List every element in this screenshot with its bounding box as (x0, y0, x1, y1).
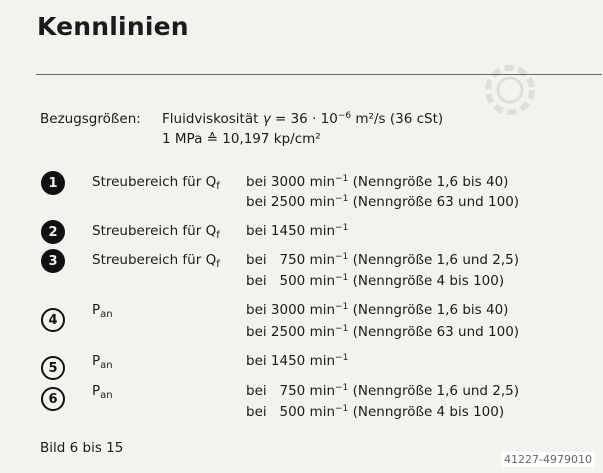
badge-5: 5 (41, 356, 65, 380)
gear-watermark-icon (475, 55, 545, 125)
item-2-label-sub: f (216, 230, 220, 241)
item-1-line-1-post: (Nenngröße 1,6 bis 40) (348, 174, 509, 190)
item-4-label-sub: an (100, 309, 113, 320)
badge-2: 2 (41, 220, 65, 244)
gamma-symbol: γ (262, 111, 271, 127)
item-5-line-1-pre: bei 1450 min (246, 353, 336, 369)
item-5-label (92, 353, 113, 369)
item-1-label-text: Streubereich für Q (92, 174, 217, 190)
image-reference-tag: 41227-4979010 (501, 452, 595, 467)
item-4-line-1 (246, 302, 508, 318)
item-2-line-1 (246, 223, 348, 239)
item-1-label (92, 174, 220, 190)
item-6-line-1-pre: bei 750 min (246, 383, 336, 399)
viscosity-text: Fluidviskosität (162, 111, 263, 127)
item-6-label-text: P (92, 383, 101, 399)
item-6-line-1-exp: −1 (335, 383, 349, 393)
item-3-line-2-post: (Nenngröße 4 bis 100) (348, 273, 505, 289)
badge-4: 4 (41, 308, 65, 332)
item-1-line-2 (246, 194, 519, 210)
item-3-line-1-exp: −1 (335, 252, 349, 262)
item-6-line-1-post: (Nenngröße 1,6 und 2,5) (348, 383, 520, 399)
item-5-label-text: P (92, 353, 101, 369)
item-5-line-1 (246, 353, 348, 369)
item-4-line-1-exp: −1 (335, 302, 349, 312)
item-3-line-1-pre: bei 750 min (246, 252, 336, 268)
badge-1: 1 (41, 171, 65, 195)
badge-6: 6 (41, 387, 65, 411)
item-3-label (92, 252, 220, 268)
reference-pressure: 1 MPa ≙ 10,197 kp/cm² (162, 131, 321, 147)
item-3-label-text: Streubereich für Q (92, 252, 217, 268)
viscosity-value: = 36 · 10 (270, 111, 338, 127)
reference-viscosity (162, 111, 443, 127)
item-6-line-2-pre: bei 500 min (246, 404, 336, 420)
item-4-line-2-post: (Nenngröße 63 und 100) (348, 324, 520, 340)
item-4-line-1-pre: bei 3000 min (246, 302, 336, 318)
item-3-line-1 (246, 252, 519, 268)
item-2-label (92, 223, 220, 239)
item-1-line-1-exp: −1 (335, 174, 349, 184)
reference-label: Bezugsgrößen: (40, 111, 141, 127)
viscosity-unit: m²/s (36 cSt) (351, 111, 444, 127)
item-4-line-1-post: (Nenngröße 1,6 bis 40) (348, 302, 509, 318)
item-6-line-2-post: (Nenngröße 4 bis 100) (348, 404, 505, 420)
item-3-line-2-pre: bei 500 min (246, 273, 336, 289)
item-1-line-1 (246, 174, 508, 190)
item-3-line-2 (246, 273, 504, 289)
item-3-line-2-exp: −1 (335, 273, 349, 283)
item-3-label-sub: f (216, 259, 220, 270)
item-2-line-1-exp: −1 (335, 223, 349, 233)
item-1-label-sub: f (216, 181, 220, 192)
item-1-line-1-pre: bei 3000 min (246, 174, 336, 190)
item-1-line-2-exp: −1 (335, 194, 349, 204)
page-heading: Kennlinien (37, 12, 189, 41)
item-5-label-sub: an (100, 360, 113, 371)
item-3-line-1-post: (Nenngröße 1,6 und 2,5) (348, 252, 520, 268)
viscosity-exponent: −6 (337, 111, 352, 121)
item-4-line-2-pre: bei 2500 min (246, 324, 336, 340)
item-1-line-2-pre: bei 2500 min (246, 194, 336, 210)
item-4-line-2-exp: −1 (335, 324, 349, 334)
item-4-label-text: P (92, 302, 101, 318)
item-2-line-1-pre: bei 1450 min (246, 223, 336, 239)
item-5-line-1-exp: −1 (335, 353, 349, 363)
item-6-line-2 (246, 404, 504, 420)
item-4-line-2 (246, 324, 519, 340)
item-2-label-text: Streubereich für Q (92, 223, 217, 239)
item-1-line-2-post: (Nenngröße 63 und 100) (348, 194, 520, 210)
item-6-line-2-exp: −1 (335, 404, 349, 414)
item-6-line-1 (246, 383, 519, 399)
item-6-label (92, 383, 113, 399)
item-6-label-sub: an (100, 390, 113, 401)
badge-3: 3 (41, 249, 65, 273)
item-4-label (92, 302, 113, 318)
figure-reference: Bild 6 bis 15 (40, 440, 124, 456)
